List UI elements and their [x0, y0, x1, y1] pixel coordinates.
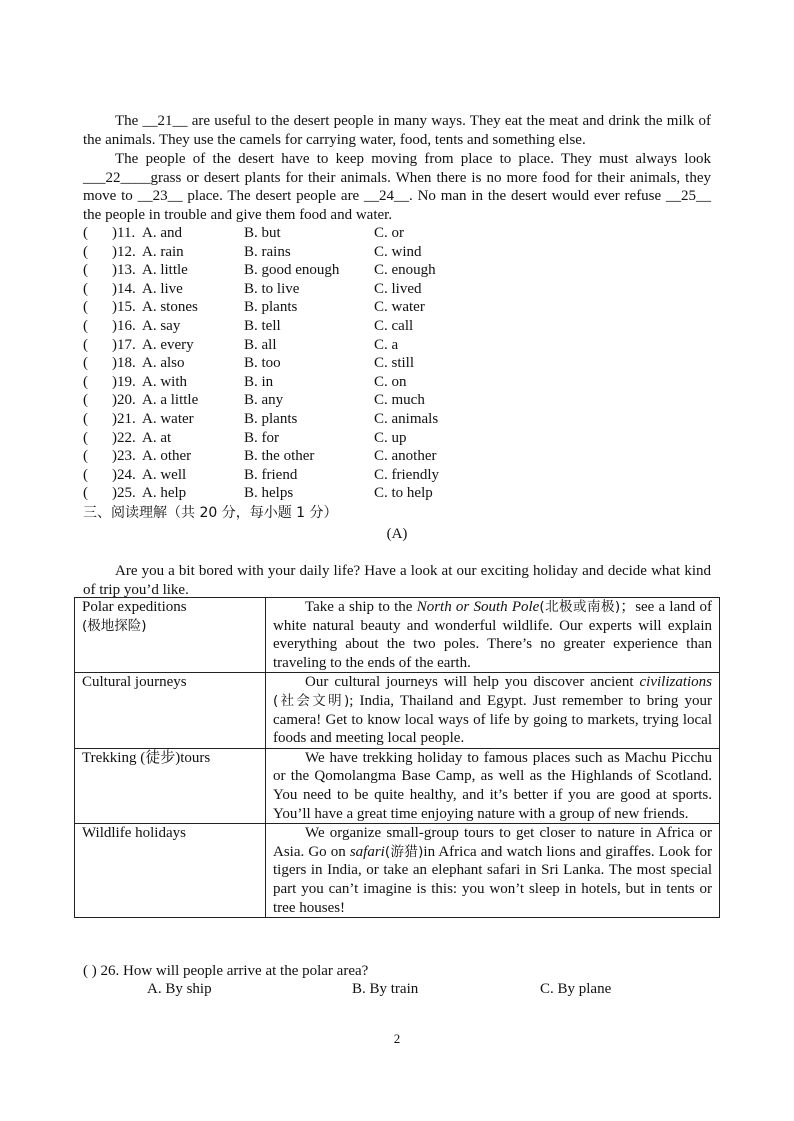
option-b: B. tell: [244, 317, 281, 334]
option-c: C. much: [374, 392, 425, 409]
option-b: B. all: [244, 336, 277, 353]
option-row: [83, 410, 503, 429]
cloze-options-list: [83, 224, 503, 503]
question-number: )23.: [112, 448, 136, 465]
answer-paren: (: [83, 448, 88, 465]
question-number: )21.: [112, 410, 136, 427]
option-a: A. stones: [142, 299, 198, 316]
option-c: C. or: [374, 225, 404, 241]
answer-paren: (: [83, 336, 88, 353]
question-number: )22.: [112, 429, 136, 446]
category-name: Trekking (徒步)tours: [82, 749, 211, 766]
description-italic: North or South Pole: [416, 599, 540, 615]
option-a: A. little: [142, 262, 188, 279]
option-a: A. help: [142, 485, 187, 502]
category-cell: [75, 748, 266, 823]
option-a: A. also: [142, 355, 185, 372]
question-number: )19.: [112, 373, 136, 390]
answer-paren: (: [83, 299, 88, 316]
option-row: [83, 391, 503, 410]
page-number: 2: [393, 1031, 401, 1046]
description-cell: [266, 598, 720, 673]
reading-section-title: 三、阅读理解（共 20 分，每小题 1 分）: [83, 505, 338, 521]
option-a: A. water: [142, 410, 194, 427]
question-number: )18.: [112, 355, 136, 372]
option-a: A. well: [142, 466, 187, 483]
answer-paren: (: [83, 485, 88, 502]
option-b: B. for: [244, 429, 279, 446]
question-number: )25.: [112, 485, 136, 502]
option-c: C. wind: [374, 243, 422, 260]
option-c: C. call: [374, 317, 414, 334]
question-number: )20.: [112, 392, 136, 409]
option-row: [83, 298, 503, 317]
answer-paren: (: [83, 373, 88, 390]
answer-paren: (: [83, 466, 88, 483]
question-number: )16.: [112, 317, 136, 334]
category-name: Polar expeditions: [82, 599, 187, 615]
description-cell: [266, 748, 720, 823]
question-number: )24.: [112, 466, 136, 483]
category-name: Wildlife holidays: [82, 825, 186, 842]
option-c: C. to help: [374, 485, 433, 502]
option-a: A. live: [142, 280, 183, 297]
option-b: B. good enough: [244, 262, 340, 279]
description-text: Our cultural journeys will help you discover ancient: [305, 674, 640, 691]
option-c: C. enough: [374, 262, 436, 279]
option-row: [83, 373, 503, 392]
option-row: [83, 354, 503, 373]
answer-option-c: C. By plane: [540, 981, 612, 997]
option-b: B. but: [244, 225, 281, 241]
question-number: )12.: [112, 243, 136, 260]
option-a: A. a little: [142, 392, 199, 409]
option-b: B. the other: [244, 448, 315, 465]
answer-option-b: B. By train: [352, 981, 419, 997]
answer-paren: (: [83, 262, 88, 279]
option-c: C. water: [374, 299, 425, 316]
description-text: ; India, Thailand and Egypt. Just remember to bring your camera! Get to know local ways of life by going to markets, trying local foods and meeting local people.: [273, 692, 713, 747]
table-row: [75, 673, 720, 748]
option-row: [83, 243, 503, 262]
description-text: in Africa and watch lions and giraffes. Look for tigers in India, or take an elephant safari in Sri Lanka. The most special part you can’t imagine is this: you won’t sleep in hotels, but in tents or tree houses!: [273, 843, 712, 916]
option-c: C. animals: [374, 410, 439, 427]
option-row: [83, 317, 503, 336]
answer-paren: (: [83, 410, 88, 427]
option-a: A. and: [142, 225, 182, 241]
question-number: )13.: [112, 262, 136, 279]
passage-intro: Are you a bit bored with your daily life? Have a look at our exciting holiday and decide what kind of trip you’d like.: [83, 563, 711, 598]
table-row: [75, 598, 720, 673]
option-a: A. rain: [142, 243, 184, 260]
description-italic: safari: [349, 843, 385, 860]
option-b: B. too: [244, 355, 281, 372]
option-c: C. a: [374, 336, 399, 353]
category-note: (极地探险): [82, 617, 147, 634]
description-text: Take a ship to the: [305, 599, 417, 615]
table-row: [75, 824, 720, 918]
answer-paren: (: [83, 225, 88, 241]
option-b: B. plants: [244, 299, 298, 316]
option-c: C. up: [374, 429, 407, 446]
description-note: (社会文明): [273, 692, 350, 709]
cloze-paragraph-2: The people of the desert have to keep moving from place to place. They must always look ___22____grass or desert plants for their animals. When there is no more food for their animals, they move to __23__ place. The desert people are __24__. No man in the desert would ever refuse __25__ the people in trouble and give them food and water.: [83, 151, 711, 223]
option-a: A. every: [142, 336, 194, 353]
answer-paren: (: [83, 280, 88, 297]
option-c: C. still: [374, 355, 415, 372]
question-number: )11.: [112, 225, 136, 241]
category-cell: [75, 673, 266, 748]
passage-label: (A): [386, 526, 408, 542]
option-row: [83, 224, 503, 243]
answer-paren: (: [83, 392, 88, 409]
question-number: )15.: [112, 299, 136, 316]
question-number: )14.: [112, 280, 136, 297]
option-row: [83, 466, 503, 485]
description-note: (北极或南极): [539, 599, 621, 615]
answer-paren: (: [83, 355, 88, 372]
option-row: [83, 280, 503, 299]
option-b: B. in: [244, 373, 274, 390]
answer-paren: (: [83, 317, 88, 334]
question-26-answers: [0, 980, 794, 1000]
table-row: [75, 748, 720, 823]
description-text: ；see a land of white natural beauty and wonderful wildlife. Our experts will explain everything about the two poles. There’s no greater experience than traveling to the ends of the earth.: [273, 599, 712, 671]
option-a: A. other: [142, 448, 192, 465]
cloze-paragraph-1: The __21__ are useful to the desert people in many ways. They eat the meat and drink the milk of the animals. They use the camels for carrying water, food, tents and something else.: [83, 113, 711, 148]
option-a: A. say: [142, 317, 181, 334]
option-b: B. any: [244, 392, 284, 409]
option-b: B. friend: [244, 466, 298, 483]
answer-option-a: A. By ship: [147, 981, 212, 997]
category-name: Cultural journeys: [82, 674, 187, 691]
description-note: (游猎): [384, 843, 424, 860]
option-c: C. lived: [374, 280, 422, 297]
question-26-stem: ( ) 26. How will people arrive at the polar area?: [83, 963, 369, 979]
answer-paren: (: [83, 243, 88, 260]
option-b: B. plants: [244, 410, 298, 427]
description-italic: civilizations: [639, 674, 712, 691]
option-b: B. helps: [244, 485, 294, 502]
option-row: [83, 261, 503, 280]
option-b: B. to live: [244, 280, 300, 297]
category-cell: [75, 824, 266, 918]
option-a: A. with: [142, 373, 187, 390]
description-text: We organize small-group tours to get closer to nature in Africa or Asia. Go on: [273, 825, 712, 860]
option-row: [83, 484, 503, 503]
answer-paren: (: [83, 429, 88, 446]
description-cell: [266, 824, 720, 918]
option-row: [83, 429, 503, 448]
option-row: [83, 336, 503, 355]
description-cell: [266, 673, 720, 748]
holiday-table: [74, 597, 720, 918]
option-row: [83, 447, 503, 466]
category-cell: [75, 598, 266, 673]
option-b: B. rains: [244, 243, 291, 260]
option-c: C. another: [374, 448, 437, 465]
option-c: C. friendly: [374, 466, 439, 483]
description-text: We have trekking holiday to famous places such as Machu Picchu or the Qomolangma Base Camp, as well as the Highlands of Scotland. You need to be quite healthy, and it’s better if you are good at sports. You’ll have a great time enjoying nature with a group of new friends.: [273, 749, 712, 822]
option-c: C. on: [374, 373, 407, 390]
option-a: A. at: [142, 429, 172, 446]
question-number: )17.: [112, 336, 136, 353]
